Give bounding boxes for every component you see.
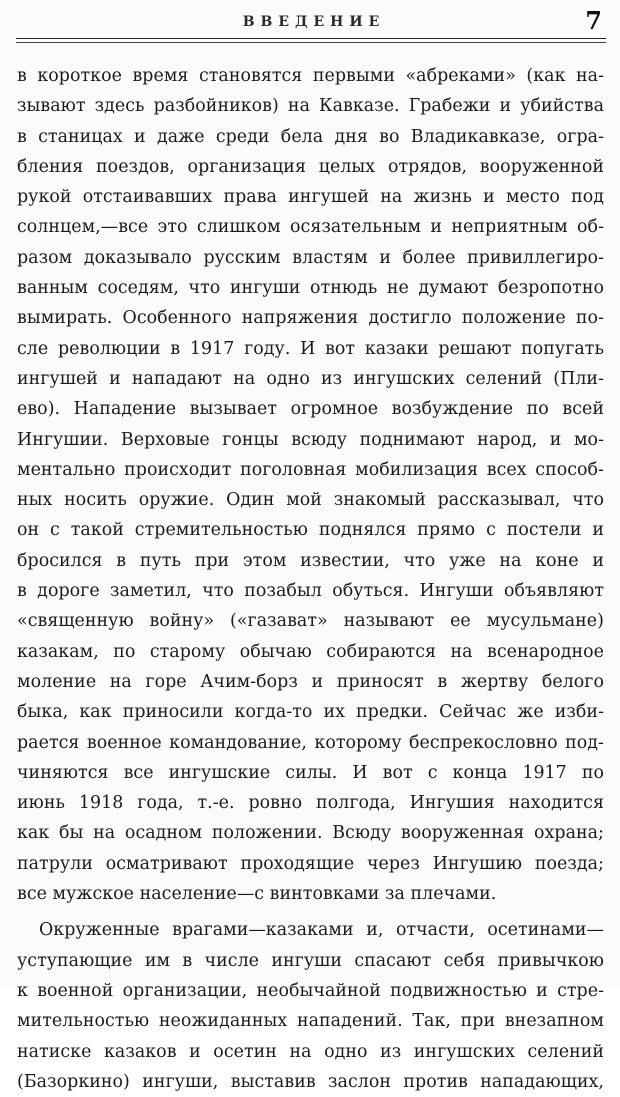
text-line: как бы на осадном положении. Всюду вооруженная охрана;	[17, 823, 604, 844]
header-rule-thin	[16, 42, 606, 43]
text-line: быка, как приносили когда-то их предки. Сейчас же изби-	[17, 702, 604, 723]
text-line: рукой отстаивавших права ингушей на жизнь и место под	[17, 187, 604, 208]
body-text	[17, 61, 604, 1097]
text-line: мительностью неожиданных нападений. Так, при внезапном	[17, 1011, 604, 1032]
text-line: уступающие им в числе ингуши спасают себя привычкою	[17, 950, 604, 971]
text-line: вымирать. Особенного напряжения достигло положение по-	[17, 308, 604, 329]
text-line: ингушей и нападают на одно из ингушских селений (Пли-	[17, 368, 604, 389]
text-line: моление на горе Ачим-борз и приносят в жертву белого	[17, 671, 604, 692]
text-line: ных носить оружие. Один мой знакомый рассказывал, что	[17, 490, 604, 511]
text-line: бления поездов, организация целых отрядов, вооруженной	[17, 156, 604, 177]
text-line: разом доказывало русским властям и более привиллегиро-	[17, 247, 604, 268]
text-line: зывают здесь разбойников) на Кавказе. Грабежи и убийства	[17, 96, 604, 117]
text-line: рается военное командование, которому беспрекословно под-	[17, 732, 604, 753]
text-line: чиняются все ингушские силы. И вот с конца 1917 по	[17, 762, 604, 783]
text-line: июнь 1918 года, т.-е. ровно полгода, Ингушия находится	[17, 793, 604, 814]
text-line: ментально происходит поголовная мобилизация всех способ-	[17, 459, 604, 480]
text-line: бросился в путь при этом известии, что уже на коне и	[17, 550, 604, 571]
text-line: в дороге заметил, что позабыл обуться. Ингуши объявляют	[17, 581, 604, 602]
text-line: Окруженные врагами—казаками и, отчасти, осетинами—	[39, 920, 604, 941]
text-line: в короткое время становятся первыми «абреками» (как на-	[17, 66, 604, 86]
text-line: патрули осматривают проходящие через Ингушию поезда;	[17, 853, 604, 874]
text-line: солнцем,—все это слишком осязательным и неприятным об-	[17, 217, 604, 238]
text-line: ево). Нападение вызывает огромное возбуждение по всей	[17, 399, 604, 420]
text-line: натиске казаков и осетин на одно из ингушских селений	[17, 1041, 604, 1062]
text-line: к военной организации, необычайной подвижностью и стре-	[17, 980, 604, 1001]
text-line: казакам, по старому обычаю собираются на всенародное	[17, 641, 604, 662]
text-line: Ингушии. Верховые гонцы всюду поднимают народ, и мо-	[17, 429, 604, 450]
running-title: ВВЕДЕНИЕ	[242, 14, 386, 30]
text-line: он с такой стремительностью поднялся прямо с постели и	[17, 520, 604, 541]
page-number: 7	[585, 6, 602, 35]
text-line: ванным соседям, что ингуши отнюдь не думают безропотно	[17, 278, 604, 299]
page-header	[16, 4, 606, 36]
text-line: «священную войну» («газават» называют ее мусульмане)	[17, 611, 604, 632]
header-rule	[16, 38, 606, 39]
text-line: (Базоркино) ингуши, выставив заслон против нападающих,	[17, 1071, 604, 1092]
text-line: все мужское население—с винтовками за плечами.	[17, 884, 497, 905]
text-line: сле революции в 1917 году. И вот казаки решают попугать	[17, 338, 604, 359]
text-line: в станицах и даже среди бела дня во Владикавказе, огра-	[17, 126, 604, 147]
